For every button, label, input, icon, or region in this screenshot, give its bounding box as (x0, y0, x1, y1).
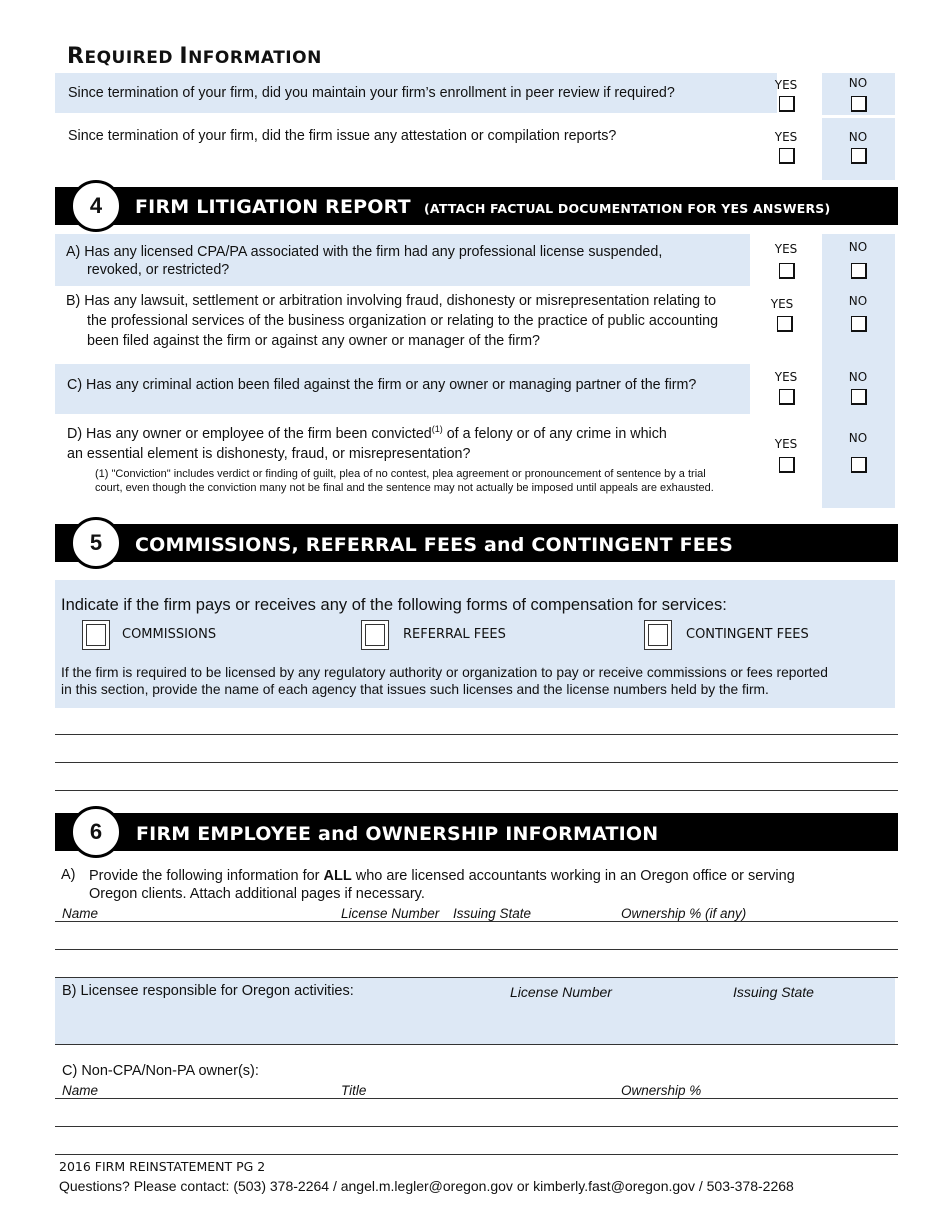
section-4-number: 4 (70, 180, 122, 232)
yes-label: YES (774, 370, 798, 384)
question-a-no-checkbox[interactable] (851, 263, 867, 279)
col-name: Name (62, 906, 99, 921)
peer-review-question: Since termination of your firm, did you maintain your firm’s enrollment in peer review if required? (68, 85, 675, 101)
b-issuing-state: Issuing State (733, 984, 814, 1000)
question-a-yes-checkbox[interactable] (779, 263, 795, 279)
yes-label: YES (774, 242, 798, 256)
agency-line-3[interactable] (55, 790, 898, 791)
c-title: Title (341, 1083, 367, 1098)
question-b-no-checkbox[interactable] (851, 316, 867, 332)
section-6-title: FIRM EMPLOYEE and OWNERSHIP INFORMATION (136, 823, 659, 845)
commissions-label: COMMISSIONS (122, 627, 217, 642)
licensee-line-1[interactable] (55, 921, 898, 922)
no-label: NO (848, 294, 868, 308)
section-4-subtitle: (ATTACH FACTUAL DOCUMENTATION FOR YES ANSWERS) (424, 201, 831, 216)
question-d-yes-checkbox[interactable] (779, 457, 795, 473)
peer-review-no-checkbox[interactable] (851, 96, 867, 112)
agency-line-1[interactable] (55, 734, 898, 735)
commissions-checkbox[interactable] (82, 620, 110, 650)
conviction-footnote: (1) "Conviction" includes verdict or finding of guilt, plea of no contest, plea agreement or pronouncement of sentence by a trial court, even though the conviction many not be final and the sentence may not actually be imposed until appeals are exhausted. (95, 468, 714, 494)
question-c-yes-checkbox[interactable] (779, 389, 795, 405)
referral-fees-checkbox[interactable] (361, 620, 389, 650)
licensee-line-2[interactable] (55, 949, 898, 950)
no-label: NO (848, 370, 868, 384)
yes-label: YES (770, 297, 794, 311)
required-info-heading: REQUIRED INFORMATION (67, 44, 322, 69)
question-c: C) Has any criminal action been filed against the firm or any owner or managing partner of the firm? (67, 377, 697, 393)
yes-label: YES (774, 130, 798, 144)
owner-line-2[interactable] (55, 1126, 898, 1127)
c-name: Name (62, 1083, 99, 1098)
question-b-yes-checkbox[interactable] (777, 316, 793, 332)
no-label: NO (848, 76, 868, 90)
agency-line-2[interactable] (55, 762, 898, 763)
question-d-no-checkbox[interactable] (851, 457, 867, 473)
yes-label: YES (774, 437, 798, 451)
col-license-number: License Number (341, 906, 440, 921)
referral-fees-label: REFERRAL FEES (403, 627, 506, 642)
section-6-number: 6 (70, 806, 122, 858)
col-ownership: Ownership % (if any) (621, 906, 747, 921)
question-b: B) Has any lawsuit, settlement or arbitration involving fraud, dishonesty or misrepresentation relating to the professional services of the business organization or relating to the practice of public accounting been filed against the firm or against any owner or manager of the firm? (66, 293, 719, 349)
section-6a-prefix: A) (61, 867, 76, 883)
question-d: D) Has any owner or employee of the firm been convicted$^{(1)}$ of a felony or of any crime in which an essential element is dishonesty, fraud, or misrepresentation? (67, 424, 667, 462)
b-license-number: License Number (510, 984, 612, 1000)
section-5-title: COMMISSIONS, REFERRAL FEES and CONTINGENT FEES (135, 534, 733, 556)
owner-line-1[interactable] (55, 1098, 898, 1099)
no-label: NO (848, 240, 868, 254)
oregon-licensee-label: B) Licensee responsible for Oregon activities: (62, 983, 354, 999)
non-cpa-owners-label: C) Non-CPA/Non-PA owner(s): (62, 1063, 259, 1079)
col-issuing-state: Issuing State (453, 906, 532, 921)
section-4-title: FIRM LITIGATION REPORT (135, 196, 411, 218)
licensing-note: If the firm is required to be licensed by any regulatory authority or organization to pay or receive commissions or fees reported in this section, provide the name of each agency that issues such licenses and the license numbers held by the firm. (61, 665, 828, 697)
contingent-fees-checkbox[interactable] (644, 620, 672, 650)
oregon-licensee-line[interactable] (55, 1044, 898, 1045)
footer-contact: Questions? Please contact: (503) 378-2264 / angel.m.legler@oregon.gov or kimberly.fast@oregon.gov / 503-378-2268 (59, 1178, 794, 1194)
c-ownership: Ownership % (621, 1083, 702, 1098)
compensation-question: Indicate if the firm pays or receives any of the following forms of compensation for services: (61, 596, 727, 614)
footer-page-label: 2016 FIRM REINSTATEMENT PG 2 (59, 1159, 266, 1174)
yes-label: YES (774, 78, 798, 92)
attestation-yes-checkbox[interactable] (779, 148, 795, 164)
section-5-number: 5 (70, 517, 122, 569)
no-label: NO (848, 130, 868, 144)
contingent-fees-label: CONTINGENT FEES (686, 627, 809, 642)
attestation-question: Since termination of your firm, did the firm issue any attestation or compilation reports? (68, 128, 617, 144)
owner-line-3[interactable] (55, 1154, 898, 1155)
no-label: NO (848, 431, 868, 445)
question-c-no-checkbox[interactable] (851, 389, 867, 405)
peer-review-yes-checkbox[interactable] (779, 96, 795, 112)
question-a: A) Has any licensed CPA/PA associated with the firm had any professional license suspended, revoked, or restricted? (66, 244, 663, 278)
section-6a-text: Provide the following information for ALL who are licensed accountants working in an Oregon office or serving Oregon clients. Attach additional pages if necessary. (89, 868, 795, 902)
attestation-no-checkbox[interactable] (851, 148, 867, 164)
